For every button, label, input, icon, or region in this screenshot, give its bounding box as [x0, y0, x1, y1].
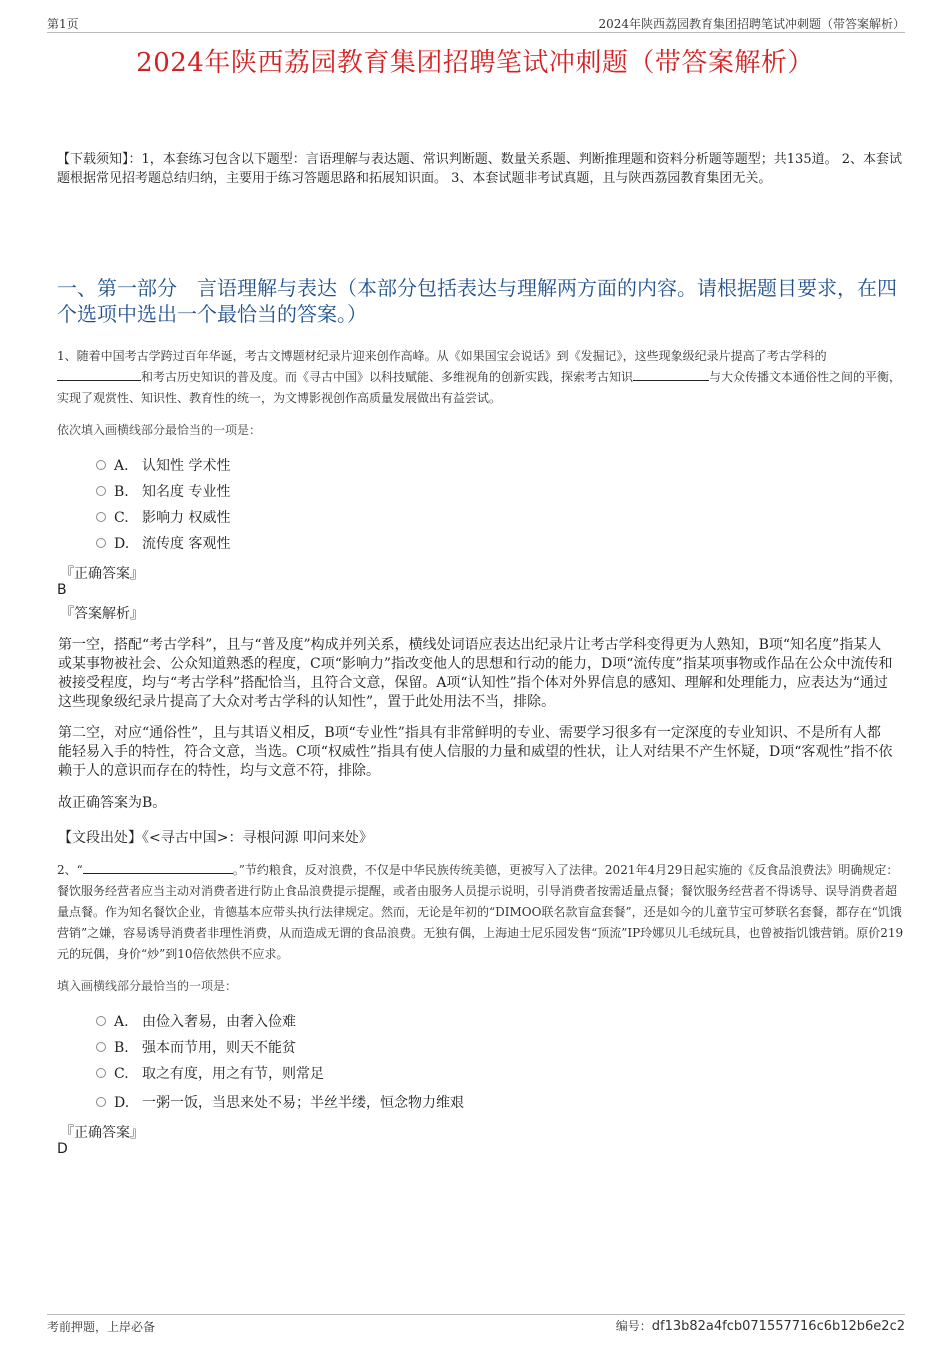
option-1c[interactable]: C. 影响力 权威性	[96, 508, 230, 528]
question-2-text: 2、“ 。”节约粮食，反对浪费，不仅是中华民族传统美德，更被写入了法律。2021年4月29日起实施的《反食品浪费法》明确规定：餐饮服务经营者应当主动对消费者进行防止食品浪费提示提醒，或者由服务人员提示说明，引导消费者按需适量点餐；餐饮服务经营者不得诱导、误导消费者超量点餐。作为知名餐饮企业，肯德基本应带头执行法律规定。然而，无论是年初的“DIMOO联名款盲盒套餐”，还是如今的儿童节宝可梦联名套餐，都存在“饥饿营销”之嫌，容易诱导消费者非理性消费，从而造成无谓的食品浪费。无独有偶，上海迪士尼乐园发售“顶流”IP玲娜贝儿毛绒玩具，也曾被指饥饿营销。原价219元的玩偶，身价“炒”到10倍依然供不应求。	[57, 863, 904, 961]
option-1b[interactable]: B. 知名度 专业性	[96, 482, 230, 502]
radio-icon[interactable]	[96, 1042, 106, 1052]
text-source: 【文段出处】《<寻古中国>：寻根问源 叩问来处》	[58, 830, 373, 846]
correct-answer-label: 『正确答案』	[60, 1125, 144, 1141]
option-2b[interactable]: B. 强本而节用，则天不能贫	[96, 1038, 296, 1058]
analysis-label: 『答案解析』	[60, 606, 144, 622]
page-number: 第1页	[47, 17, 79, 31]
page-footer	[47, 1314, 905, 1335]
radio-icon[interactable]	[96, 1068, 106, 1078]
radio-icon[interactable]	[96, 460, 106, 470]
page-header	[47, 14, 905, 33]
document-code: 编号：df13b82a4fcb071557716c6b12b6e2c2	[615, 1319, 905, 1334]
radio-icon[interactable]	[96, 512, 106, 522]
option-1d[interactable]: D. 流传度 客观性	[96, 534, 230, 554]
footer-slogan: 考前押题，上岸必备	[47, 1320, 156, 1334]
option-2d[interactable]: D. 一粥一饭，当思来处不易；半丝半缕，恒念物力维艰	[96, 1093, 464, 1113]
correct-answer: B	[57, 582, 67, 598]
analysis-paragraph-2: 第二空，对应“通俗性”，且与其语义相反，B项“专业性”指具有非常鲜明的专业、需要学习很多有一定深度的专业知识、不是所有人都能轻易入手的特性，符合文意，当选。C项“权威性”指具有使人信服的力量和威望的性状，让人对结果不产生怀疑，D项“客观性”指不依赖于人的意识而存在的特性，均与文意不符，排除。	[58, 725, 893, 779]
analysis-paragraph-1: 第一空，搭配“考古学科”，且与“普及度”构成并列关系，横线处词语应表达出纪录片让考古学科变得更为人熟知，B项“知名度”指某人或某事物被社会、公众知道熟悉的程度，C项“影响力”指改变他人的思想和行动的能力，D项“流传度”指某项事物或作品在公众中流传和被接受程度，均与“考古学科”搭配恰当，且符合文意，保留。A项“认知性”指个体对外界信息的感知、理解和处理能力，应表达为“通过这些现象级纪录片提高了大众对考古学科的认知性”，置于此处用法不当，排除。	[58, 637, 893, 710]
question-1-text: 1、随着中国考古学跨过百年华诞，考古文博题材纪录片迎来创作高峰。从《如果国宝会说话》到《发掘记》，这些现象级纪录片提高了考古学科的和考古历史知识的普及度。而《寻古中国》以科技赋能、多维视角的创新实践，探索考古知识 与大众传播文本通俗性之间的平衡，实现了观赏性、知识性、教育性的统一，为文博影视创作高质量发展做出有益尝试。	[57, 349, 902, 405]
correct-answer: D	[57, 1141, 68, 1157]
document-title: 2024年陕西荔园教育集团招聘笔试冲刺题（带答案解析）	[136, 48, 814, 78]
correct-answer-label: 『正确答案』	[60, 566, 144, 582]
blank-line	[83, 861, 233, 874]
radio-icon[interactable]	[96, 486, 106, 496]
option-2a[interactable]: A. 由俭入奢易，由奢入俭难	[96, 1012, 296, 1032]
option-2c[interactable]: C. 取之有度，用之有节，则常足	[96, 1064, 324, 1084]
header-doc-title: 2024年陕西荔园教育集团招聘笔试冲刺题（带答案解析）	[598, 17, 905, 31]
blank-line	[57, 368, 141, 381]
question-1-prompt: 依次填入画横线部分最恰当的一项是：	[57, 423, 262, 437]
radio-icon[interactable]	[96, 1016, 106, 1026]
radio-icon[interactable]	[96, 1097, 106, 1107]
blank-line	[633, 368, 709, 381]
question-2-prompt: 填入画横线部分最恰当的一项是：	[57, 979, 238, 993]
option-1a[interactable]: A. 认知性 学术性	[96, 456, 230, 476]
section-title: 一、第一部分 言语理解与表达（本部分包括表达与理解两方面的内容。请根据题目要求，在四个选项中选出一个最恰当的答案。）	[57, 276, 897, 326]
download-notice: 【下载须知】：1，本套练习包含以下题型：言语理解与表达题、常识判断题、数量关系题、判断推理题和资料分析题等题型；共135道。 2、本套试题根据常见招考题总结归纳，主要用于练习答题思路和拓展知识面。 3、本套试题非考试真题，且与陕西荔园教育集团无关。	[57, 152, 902, 186]
analysis-conclusion: 故正确答案为B。	[58, 795, 167, 811]
radio-icon[interactable]	[96, 538, 106, 548]
